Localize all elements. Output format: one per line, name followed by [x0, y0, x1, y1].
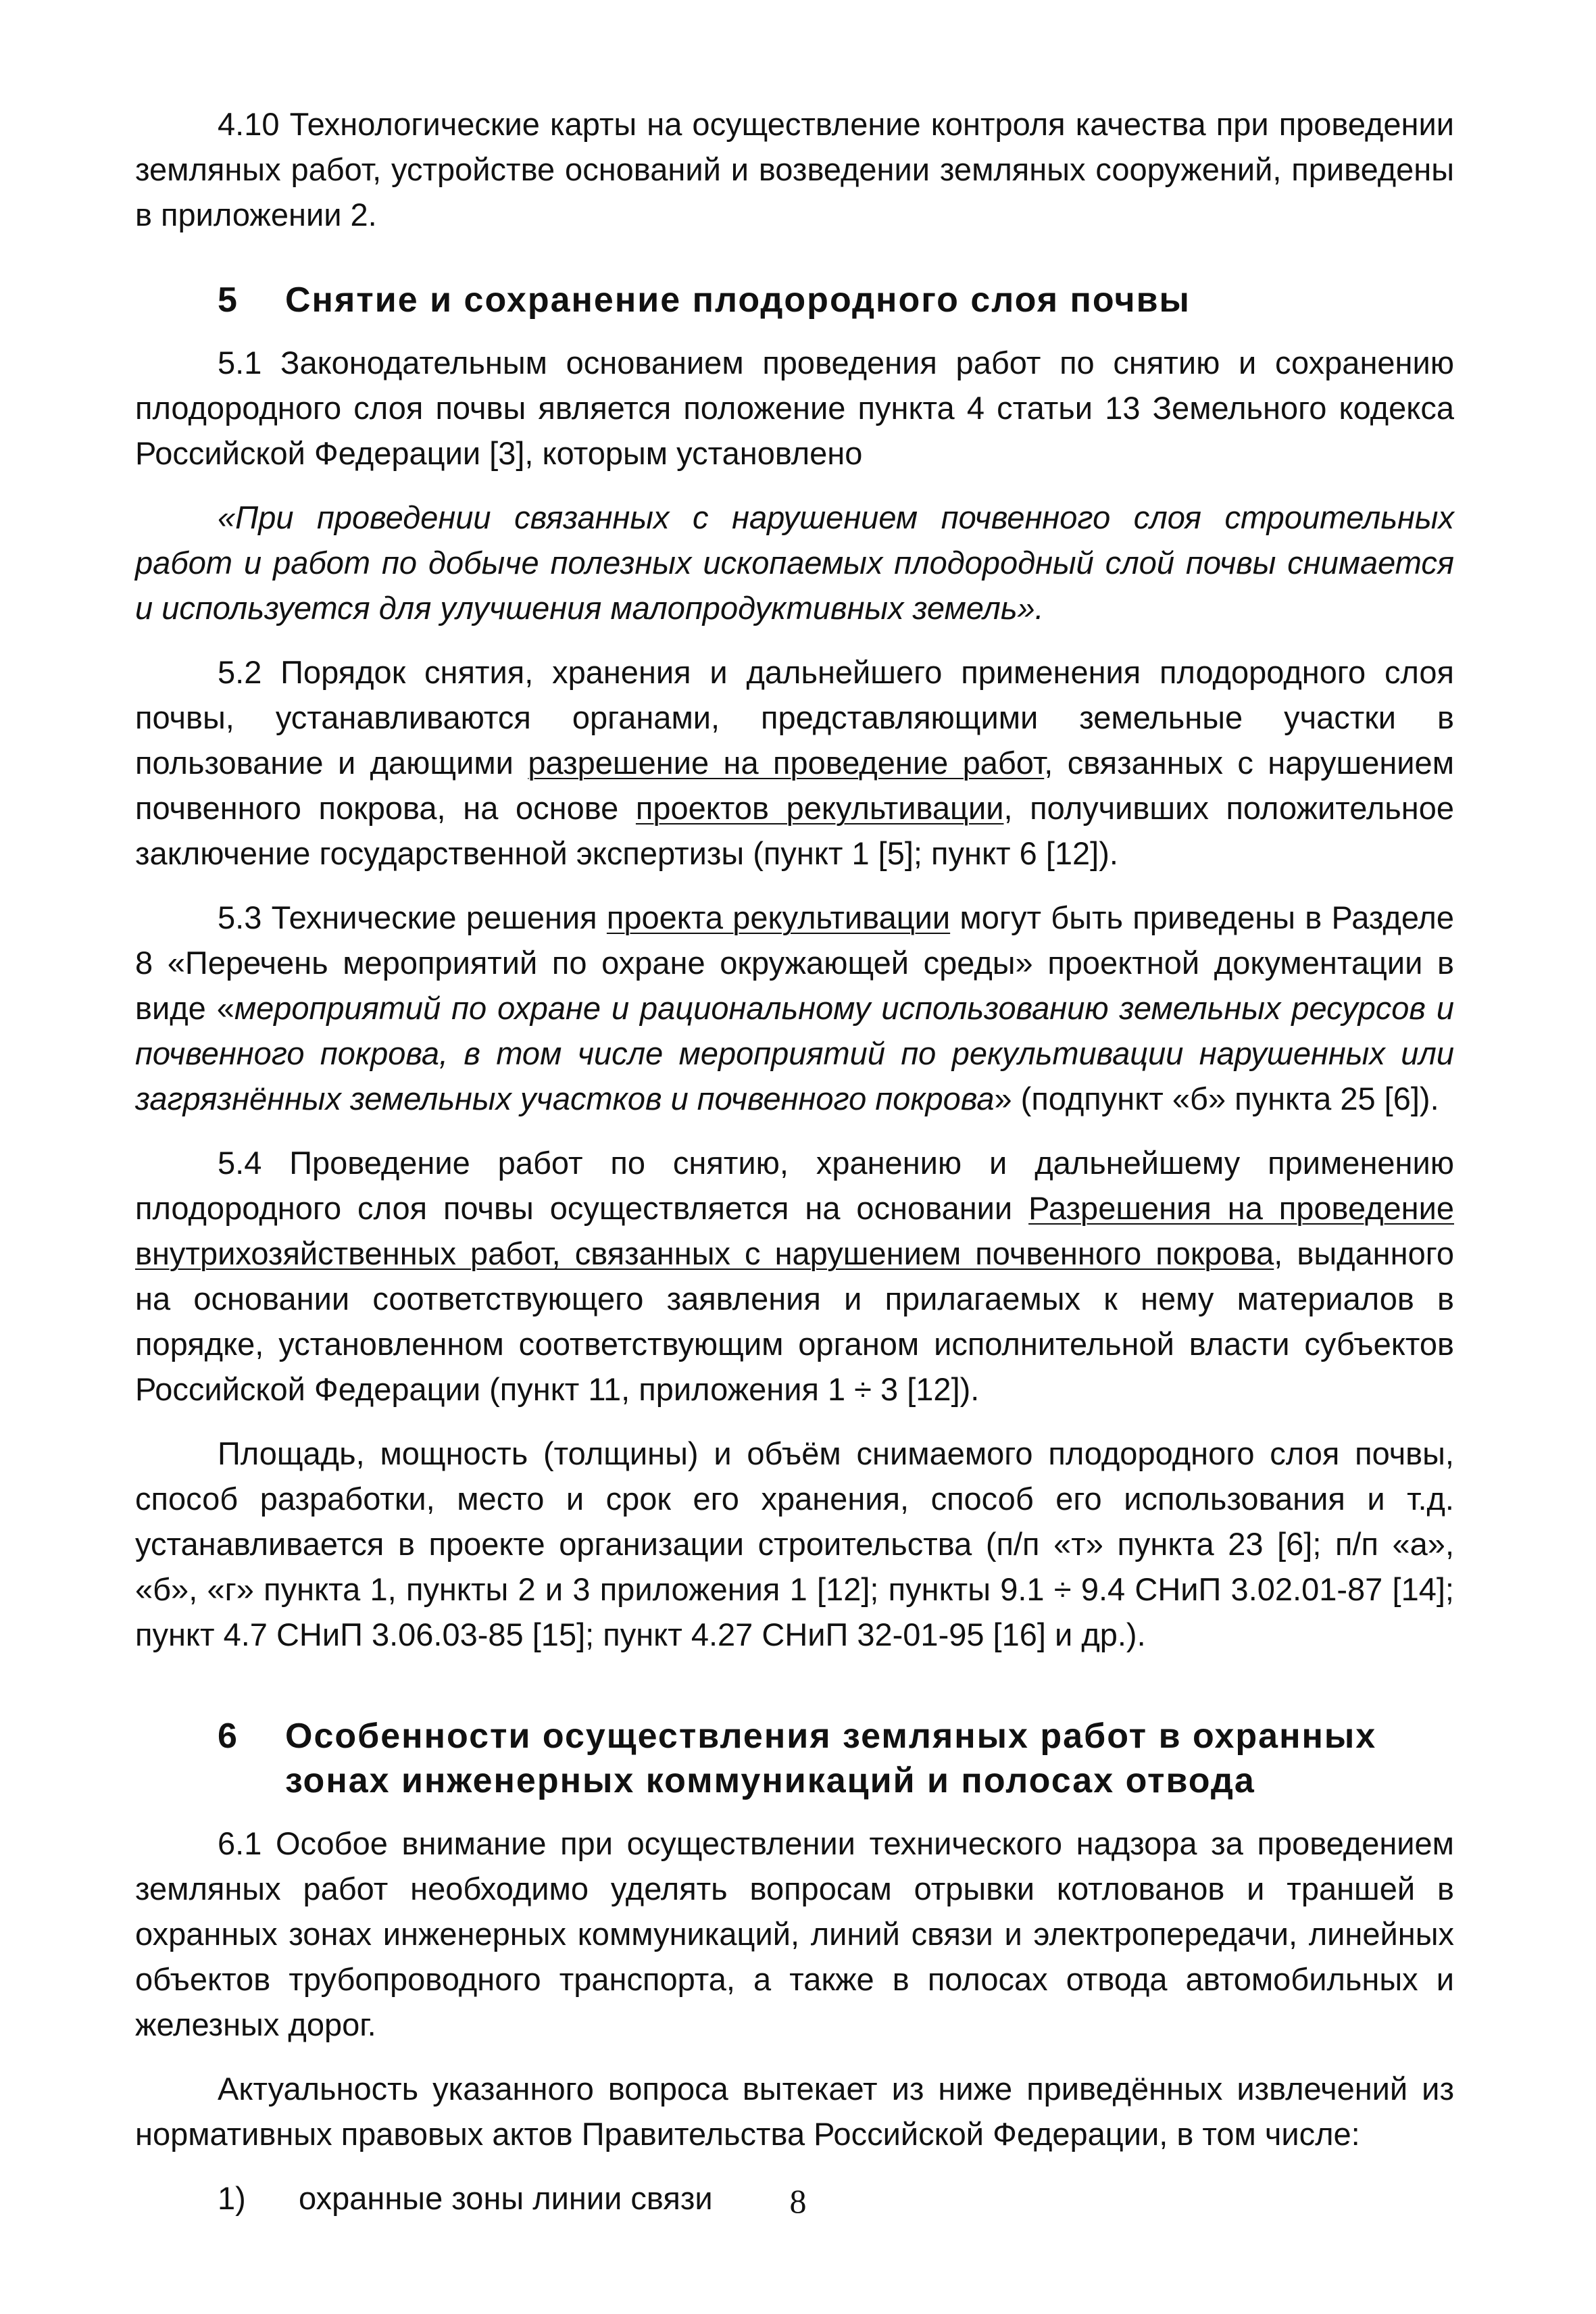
text-span: 5.3 Технические решения — [218, 900, 607, 935]
section-5-number: 5 — [218, 280, 239, 320]
text-span: , получивших положительное заключение государственной экспертизы (пункт 1 [5]; пункт 6 [12]). — [135, 790, 1454, 871]
section-5-title: Снятие и сохранение плодородного слоя почвы — [285, 280, 1191, 320]
quote-text: «При проведении связанных с нарушением почвенного слоя строительных работ и работ по добыче полезных ископаемых плодородный слой почвы снимается и используется для улучшения малопродуктивных земель». — [135, 499, 1454, 626]
page-number: 8 — [789, 2182, 807, 2220]
text-span: 5.4 Проведение работ по снятию, хранению и дальнейшему применению плодородного слоя почвы осуществляется на основании — [135, 1145, 1454, 1226]
text-span: , выданного на основании соответствующего заявления и прилагаемых к нему материалов в порядке, установленном соответствующим органом исполнительной власти субъектов Российской Федерации (пункт 11, приложения 1 ÷ 3 [12]). — [135, 1235, 1454, 1407]
section-6-number: 6 — [218, 1717, 239, 1756]
link-recultivation-projects[interactable]: проектов рекультивации — [635, 790, 1004, 826]
paragraph-5-3 — [135, 895, 1454, 1121]
text-span: , связанных с нарушением почвенного покрова, на основе — [135, 745, 1455, 826]
list-marker: 1) — [218, 2180, 246, 2216]
paragraph-5-1: 5.1 Законодательным основанием проведения работ по снятию и сохранению плодородного слоя почвы является положение пункта 4 статьи 13 Земельного кодекса Российской Федерации [3], которым установлено — [135, 345, 1454, 471]
paragraph-5-1-quote — [135, 495, 1454, 631]
paragraph-6-1: 6.1 Особое внимание при осуществлении технического надзора за проведением земляных работ необходимо уделять вопросам отрывки котлованов и траншей в охранных зонах инженерных коммуникаций, линий связи и электропередачи, линейных объектов трубопроводного транспорта, а также в полосах отвода автомобильных и железных дорог. — [135, 1825, 1454, 2042]
list-text: охранные зоны линии связи — [299, 2180, 713, 2216]
section-6-heading — [135, 1714, 1454, 1803]
link-internal-works-permit[interactable]: Разрешения на проведение внутрихозяйственных работ, связанных с нарушением почвенного покрова — [135, 1190, 1454, 1271]
paragraph-5-2 — [135, 649, 1454, 876]
text-span: 5.2 Порядок снятия, хранения и дальнейшего применения плодородного слоя почвы, устанавливаются органами, представляющими земельные участки в пользование и дающими — [135, 654, 1454, 781]
paragraph-actual: Актуальность указанного вопроса вытекает из ниже приведённых извлечений из нормативных правовых актов Правительства Российской Федерации, в том числе: — [135, 2071, 1454, 2152]
italic-span: мероприятий по охране и рациональному использованию земельных ресурсов и почвенного покрова, в том числе мероприятий по рекультивации нарушенных или загрязнённых земельных участков и почвенного покрова — [135, 990, 1455, 1116]
paragraph-area: Площадь, мощность (толщины) и объём снимаемого плодородного слоя почвы, способ разработки, место и срок его хранения, способ его использования и т.д. устанавливается в проекте организации строительства (п/п «т» пункта 23 [6]; п/п «а», «б», «г» пункта 1, пункты 2 и 3 приложения 1 [12]; пункты 9.1 ÷ 9.4 СНиП 3.02.01-87 [14]; пункт 4.7 СНиП 3.06.03-85 [15]; пункт 4.27 СНиП 32-01-95 [16] и др.). — [135, 1435, 1454, 1652]
link-permit-works[interactable]: разрешение на проведение работ — [528, 745, 1045, 781]
text-span: могут быть приведены в Разделе 8 «Перечень мероприятий по охране окружающей среды» проектной документации в виде « — [135, 900, 1454, 1026]
paragraph-4-10: 4.10 Технологические карты на осуществление контроля качества при проведении земляных работ, устройстве оснований и возведении земляных сооружений, приведены в приложении 2. — [135, 106, 1454, 232]
document-page — [135, 101, 1454, 2221]
link-recultivation-project[interactable]: проекта рекультивации — [606, 900, 951, 935]
section-6-title: Особенности осуществления земляных работ в охранных зонах инженерных коммуникаций и полосах отвода — [285, 1717, 1377, 1800]
paragraph-5-4 — [135, 1140, 1454, 1412]
text-span: » (подпункт «б» пункта 25 [6]). — [994, 1081, 1439, 1116]
section-5-heading — [135, 278, 1454, 322]
